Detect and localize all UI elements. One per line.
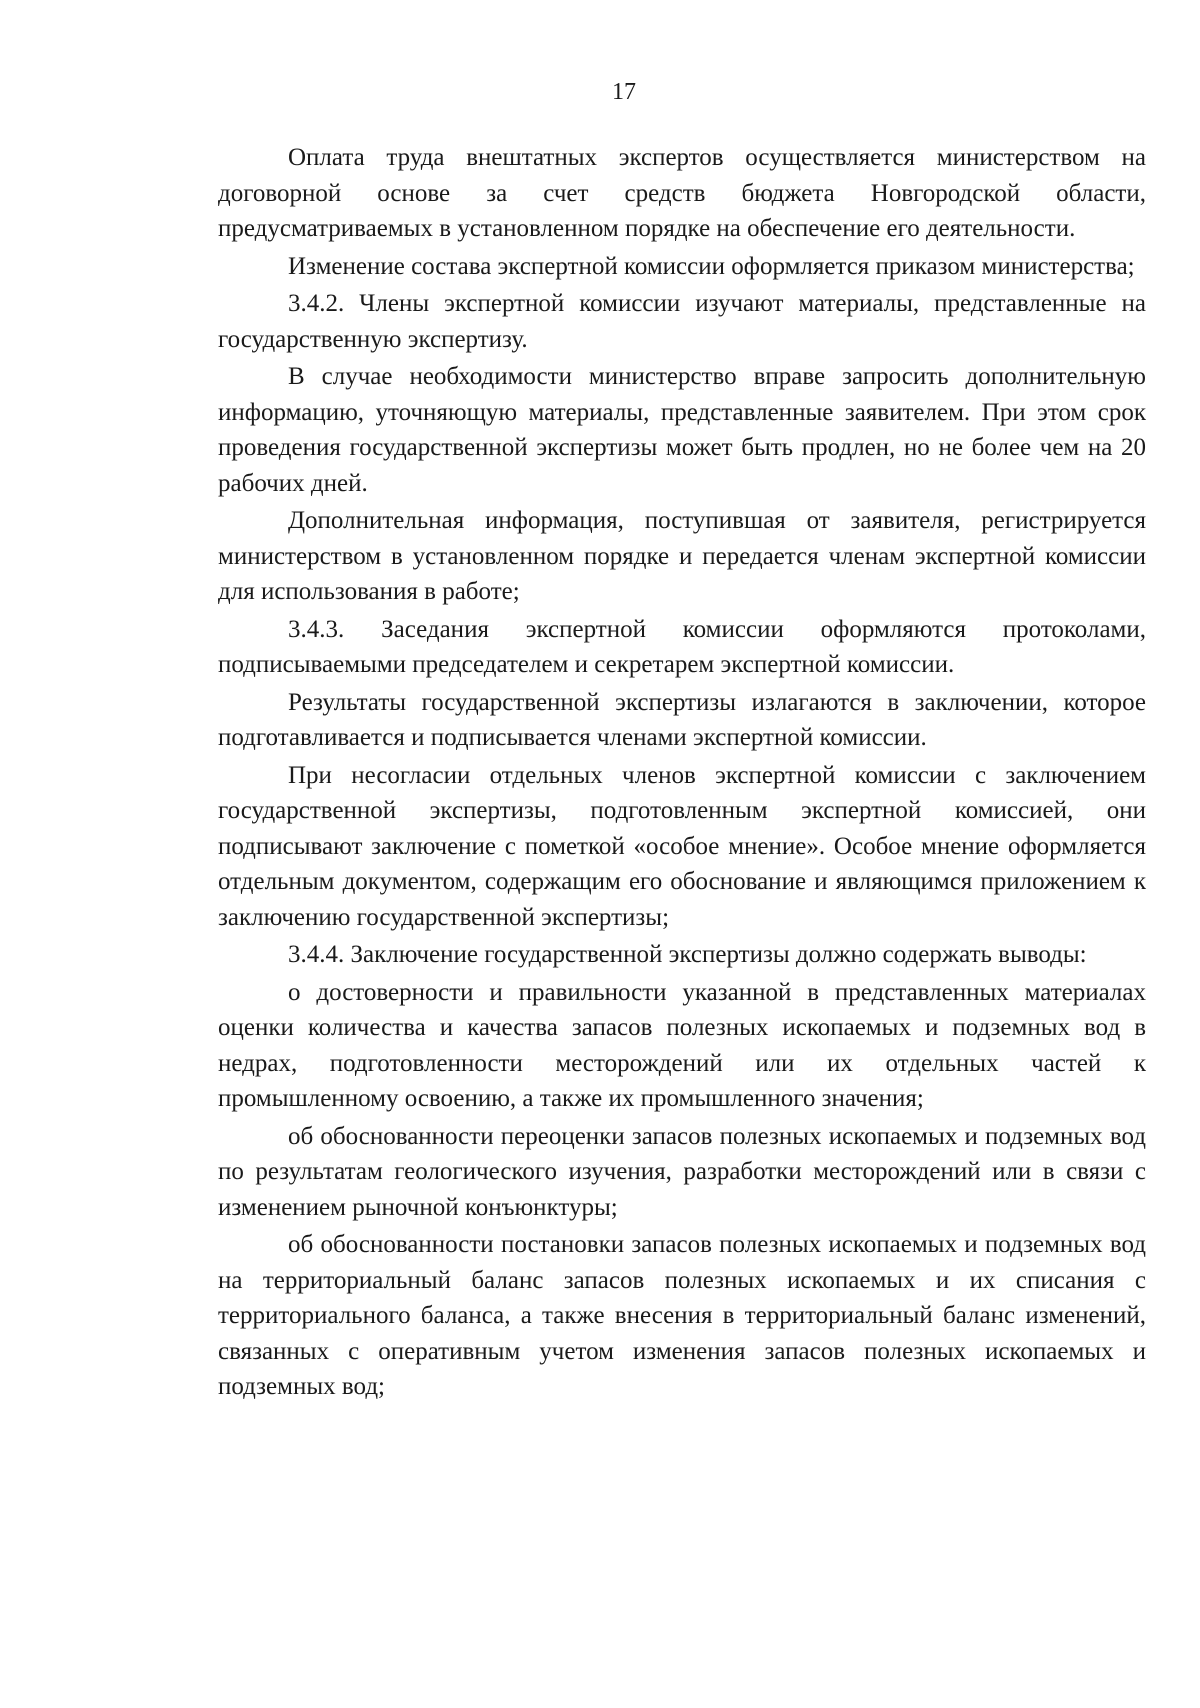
paragraph-commission-change: Изменение состава экспертной комиссии оформляется приказом министерства;	[288, 252, 1135, 280]
paragraph-additional-info: Дополнительная информация, поступившая от заявителя, регистрируется министерством в установленном порядке и передается членам экспертной комиссии для использования в работе;	[218, 507, 1146, 605]
paragraph-conclusion-balance: об обоснованности постановки запасов полезных ископаемых и подземных вод на территориальный баланс запасов полезных ископаемых и их списания с территориального баланса, а также внесения в территориальный баланс изменений, связанных с оперативным учетом изменения запасов полезных ископаемых и подземных вод;	[218, 1231, 1146, 1400]
paragraph-dissent: При несогласии отдельных членов экспертной комиссии с заключением государственной экспертизы, подготовленным экспертной комиссией, они подписывают заключение с пометкой «особое мнение». Особое мнение оформляется отдельным документом, содержащим его обоснование и являющимся приложением к заключению государственной экспертизы;	[218, 761, 1146, 931]
paragraph-3-4-2: 3.4.2. Члены экспертной комиссии изучают материалы, представленные на государственную экспертизу.	[218, 290, 1146, 353]
paragraph-conclusion-revaluation: об обоснованности переоценки запасов полезных ископаемых и подземных вод по результатам геологического изучения, разработки месторождений или в связи с изменением рыночной конъюнктуры;	[218, 1122, 1146, 1221]
paragraph-results: Результаты государственной экспертизы излагаются в заключении, которое подготавливается и подписывается членами экспертной комиссии.	[218, 688, 1146, 751]
paragraph-3-4-4: 3.4.4. Заключение государственной экспертизы должно содержать выводы:	[288, 941, 1087, 968]
paragraph-experts-payment: Оплата труда внештатных экспертов осуществляется министерством на договорной основе за счет средств бюджета Новгородской области, предусматриваемых в установленном порядке на обеспечение его деятельности.	[218, 144, 1146, 242]
paragraph-3-4-3: 3.4.3. Заседания экспертной комиссии оформляются протоколами, подписываемыми председателем и секретарем экспертной комиссии.	[218, 615, 1146, 678]
document-body	[218, 140, 1146, 1405]
paragraph-conclusion-reliability: о достоверности и правильности указанной в представленных материалах оценки количества и качества запасов полезных ископаемых и подземных вод в недрах, подготовленности месторождений или их отдельных частей к промышленному освоению, а также их промышленного значения;	[218, 978, 1146, 1112]
page-number: 17	[612, 79, 636, 105]
paragraph-additional-request: В случае необходимости министерство вправе запросить дополнительную информацию, уточняющую материалы, представленные заявителем. При этом срок проведения государственной экспертизы может быть продлен, но не более чем на 20 рабочих дней.	[218, 363, 1146, 497]
